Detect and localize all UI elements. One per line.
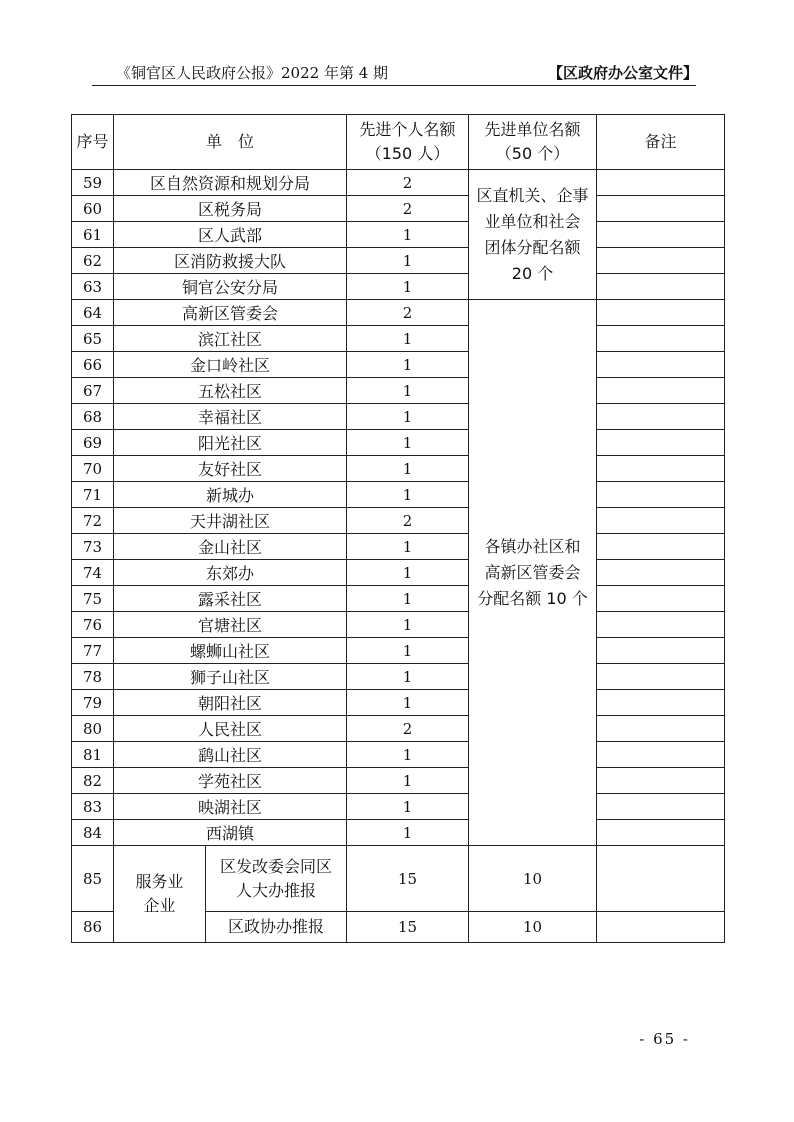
row-seq: 69	[72, 430, 114, 456]
table-row	[72, 794, 725, 820]
row-seq: 63	[72, 274, 114, 300]
row-individual: 1	[347, 612, 469, 638]
row-remarks	[597, 560, 725, 586]
row-individual: 1	[347, 456, 469, 482]
row-seq: 67	[72, 378, 114, 404]
row-unit: 高新区管委会	[114, 300, 347, 326]
table-row	[72, 482, 725, 508]
merged-group-2-line1: 各镇办社区和	[484, 536, 581, 556]
table-row	[72, 638, 725, 664]
row-individual: 1	[347, 248, 469, 274]
row-unit: 阳光社区	[114, 430, 347, 456]
row-seq: 68	[72, 404, 114, 430]
row-seq: 72	[72, 508, 114, 534]
row-unit: 天井湖社区	[114, 508, 347, 534]
merged-group-1-line2: 业单位和社会	[484, 211, 581, 231]
table-row	[72, 768, 725, 794]
table-row	[72, 430, 725, 456]
row-remarks	[597, 170, 725, 196]
row-unit: 区税务局	[114, 196, 347, 222]
table-row	[72, 820, 725, 846]
table-row	[72, 274, 725, 300]
row-unit: 露采社区	[114, 586, 347, 612]
row-remarks	[597, 430, 725, 456]
row-unit: 滨江社区	[114, 326, 347, 352]
table-row	[72, 716, 725, 742]
row-unit: 鹞山社区	[114, 742, 347, 768]
row-unit: 区自然资源和规划分局	[114, 170, 347, 196]
row-individual: 2	[347, 508, 469, 534]
row-individual: 15	[347, 846, 469, 912]
table-row	[72, 612, 725, 638]
row-individual: 15	[347, 912, 469, 943]
table-row	[72, 170, 725, 196]
row-remarks	[597, 508, 725, 534]
row-unit: 学苑社区	[114, 768, 347, 794]
row-individual: 1	[347, 768, 469, 794]
header-title: 《铜官区人民政府公报》2022 年第 4 期	[116, 64, 389, 82]
row-remarks	[597, 482, 725, 508]
row-unit: 映湖社区	[114, 794, 347, 820]
row-seq: 66	[72, 352, 114, 378]
row-unit: 区政协办推报	[206, 912, 347, 943]
row-remarks	[597, 794, 725, 820]
merged-group-1-line3: 团体分配名额	[484, 237, 581, 257]
row-seq: 80	[72, 716, 114, 742]
header-remarks: 备注	[597, 115, 725, 170]
table-row	[72, 404, 725, 430]
row-individual: 1	[347, 820, 469, 846]
table-row	[72, 352, 725, 378]
header-divider	[92, 85, 696, 86]
row-remarks	[597, 222, 725, 248]
row-remarks	[597, 716, 725, 742]
row-individual: 1	[347, 404, 469, 430]
row-remarks	[597, 638, 725, 664]
row-individual: 1	[347, 560, 469, 586]
row-seq: 84	[72, 820, 114, 846]
row-unit: 新城办	[114, 482, 347, 508]
row-seq: 74	[72, 560, 114, 586]
header-individual-line2: （150 人）	[365, 144, 450, 163]
row-seq: 86	[72, 912, 114, 943]
row-individual: 1	[347, 482, 469, 508]
row-remarks	[597, 742, 725, 768]
row-individual: 1	[347, 586, 469, 612]
row-unit: 铜官公安分局	[114, 274, 347, 300]
row-unit: 友好社区	[114, 456, 347, 482]
row-seq: 64	[72, 300, 114, 326]
row-individual: 2	[347, 170, 469, 196]
row-unit-line1: 区发改委会同区	[220, 856, 333, 876]
row-unit: 西湖镇	[114, 820, 347, 846]
row-seq: 82	[72, 768, 114, 794]
row-seq: 70	[72, 456, 114, 482]
service-category	[114, 846, 206, 943]
row-individual: 1	[347, 378, 469, 404]
row-seq: 83	[72, 794, 114, 820]
row-remarks	[597, 690, 725, 716]
service-category-line1: 服务业	[135, 872, 184, 891]
row-remarks	[597, 404, 725, 430]
row-unit: 区人武部	[114, 222, 347, 248]
row-individual: 1	[347, 222, 469, 248]
row-individual: 1	[347, 274, 469, 300]
row-remarks	[597, 326, 725, 352]
table-row	[72, 196, 725, 222]
row-unit: 人民社区	[114, 716, 347, 742]
row-remarks	[597, 196, 725, 222]
row-seq: 62	[72, 248, 114, 274]
row-seq: 71	[72, 482, 114, 508]
row-seq: 60	[72, 196, 114, 222]
table-row	[72, 846, 725, 912]
row-unit: 五松社区	[114, 378, 347, 404]
row-seq: 73	[72, 534, 114, 560]
row-seq: 76	[72, 612, 114, 638]
row-individual: 1	[347, 664, 469, 690]
table-row	[72, 326, 725, 352]
row-remarks	[597, 248, 725, 274]
merged-group-2-line2: 高新区管委会	[484, 562, 581, 582]
row-individual: 1	[347, 352, 469, 378]
row-seq: 59	[72, 170, 114, 196]
row-seq: 61	[72, 222, 114, 248]
merged-group-2-line3: 分配名额 10 个	[477, 588, 588, 608]
row-individual: 1	[347, 742, 469, 768]
service-category-line2: 企业	[143, 896, 176, 915]
row-seq: 81	[72, 742, 114, 768]
table-row	[72, 508, 725, 534]
row-remarks	[597, 534, 725, 560]
header-seq: 序号	[72, 115, 114, 170]
row-remarks	[597, 612, 725, 638]
row-unit	[206, 846, 347, 912]
row-unit: 幸福社区	[114, 404, 347, 430]
row-unit: 东郊办	[114, 560, 347, 586]
header-doc-type: 【区政府办公室文件】	[547, 64, 698, 82]
row-unit: 金山社区	[114, 534, 347, 560]
row-remarks	[597, 352, 725, 378]
row-unit: 朝阳社区	[114, 690, 347, 716]
header-unit-quota-line2: （50 个）	[495, 144, 570, 163]
header-unit-quota	[469, 115, 597, 170]
row-unit: 官塘社区	[114, 612, 347, 638]
page-number: - 65 -	[639, 1030, 690, 1048]
row-remarks	[597, 820, 725, 846]
row-unit: 螺蛳山社区	[114, 638, 347, 664]
table-row	[72, 742, 725, 768]
row-remarks	[597, 912, 725, 943]
row-remarks	[597, 300, 725, 326]
row-individual: 2	[347, 196, 469, 222]
merged-group-1-line4: 20 个	[511, 263, 554, 283]
row-unit-quota: 10	[469, 846, 597, 912]
row-individual: 1	[347, 534, 469, 560]
row-remarks	[597, 586, 725, 612]
row-individual: 1	[347, 794, 469, 820]
row-unit-quota: 10	[469, 912, 597, 943]
row-seq: 75	[72, 586, 114, 612]
table-row	[72, 534, 725, 560]
row-individual: 1	[347, 430, 469, 456]
table-row	[72, 456, 725, 482]
row-individual: 2	[347, 716, 469, 742]
header-unit: 单 位	[114, 115, 347, 170]
row-remarks	[597, 274, 725, 300]
header-individual-quota	[347, 115, 469, 170]
merged-unit-quota-group-1	[469, 170, 597, 300]
table-row	[72, 248, 725, 274]
table-row	[72, 690, 725, 716]
row-individual: 1	[347, 326, 469, 352]
row-remarks	[597, 456, 725, 482]
table-row	[72, 664, 725, 690]
merged-group-1-line1: 区直机关、企事	[476, 185, 589, 205]
row-unit-line2: 人大办推报	[236, 880, 317, 900]
row-unit: 狮子山社区	[114, 664, 347, 690]
quota-table	[71, 114, 725, 943]
row-individual: 1	[347, 638, 469, 664]
table-body	[72, 115, 725, 943]
row-unit: 金口岭社区	[114, 352, 347, 378]
row-seq: 79	[72, 690, 114, 716]
row-remarks	[597, 846, 725, 912]
row-seq: 65	[72, 326, 114, 352]
row-seq: 78	[72, 664, 114, 690]
table-row	[72, 378, 725, 404]
row-unit: 区消防救援大队	[114, 248, 347, 274]
row-remarks	[597, 768, 725, 794]
row-remarks	[597, 378, 725, 404]
row-seq: 77	[72, 638, 114, 664]
table-row	[72, 560, 725, 586]
row-individual: 2	[347, 300, 469, 326]
header-individual-line1: 先进个人名额	[359, 120, 456, 139]
merged-unit-quota-group-2	[469, 300, 597, 846]
table-row	[72, 586, 725, 612]
table-row	[72, 222, 725, 248]
table-row	[72, 300, 725, 326]
row-remarks	[597, 664, 725, 690]
row-individual: 1	[347, 690, 469, 716]
table-header-row	[72, 115, 725, 170]
header-unit-quota-line1: 先进单位名额	[484, 120, 581, 139]
row-seq: 85	[72, 846, 114, 912]
